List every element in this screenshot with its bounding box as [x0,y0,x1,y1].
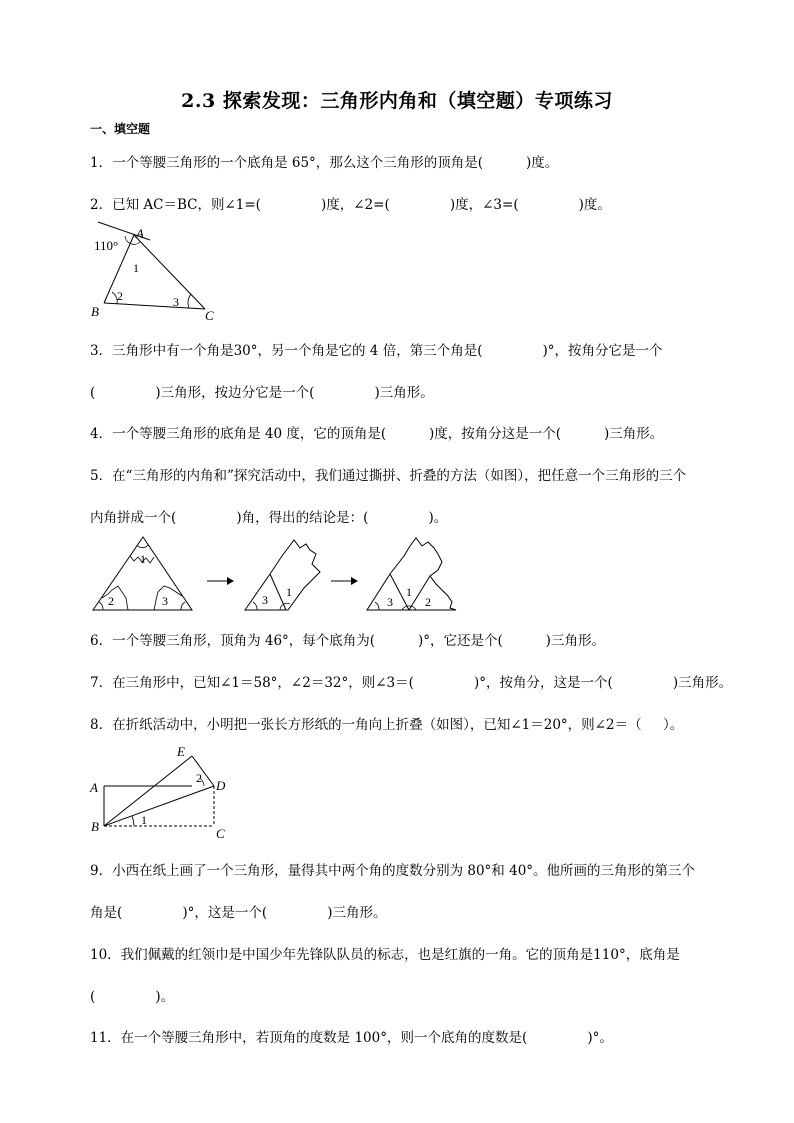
label-A: A [136,226,144,241]
fig5c-label-1: 1 [406,585,412,599]
fig5c-label-2: 2 [425,595,431,609]
fig8-label-C: C [216,826,225,841]
fig5a-label-3: 3 [162,594,168,608]
fig5b-label-3: 3 [262,593,268,607]
label-B: B [91,304,99,319]
q2-triangle-figure [88,222,228,326]
label-3: 3 [173,295,179,309]
fig8-label-2: 2 [196,771,202,785]
q8-folded-paper-figure [88,742,238,842]
question-1: 1．一个等腰三角形的一个底角是 65°，那么这个三角形的顶角是( )度。 [90,155,559,171]
fig8-label-A: A [90,780,98,795]
angle-label-110: 110° [94,238,119,253]
fig5b-label-1: 1 [286,585,292,599]
section-heading: 一、填空题 [90,122,151,136]
label-2: 2 [117,289,123,303]
question-9b: 角是( )°，这是一个( )三角形。 [90,905,387,921]
question-5b: 内角拼成一个( )角，得出的结论是：( )。 [90,510,448,526]
question-6: 6．一个等腰三角形，顶角为 46°，每个底角为( )°，它还是个( )三角形。 [90,633,605,649]
fig8-label-1: 1 [141,813,147,827]
question-3b: ( )三角形，按边分它是一个( )三角形。 [90,385,434,401]
question-10a: 10．我们佩戴的红领巾是中国少年先锋队队员的标志，也是红旗的一角。它的顶角是110°，底角是 [90,947,680,963]
fig5a-label-1: 1 [140,552,146,566]
fig8-label-D: D [216,778,226,793]
question-10b: ( )。 [90,989,175,1005]
question-5a: 5．在“三角形的内角和”探究活动中，我们通过撕拼、折叠的方法（如图），把任意一个三角形的三个 [90,468,687,484]
question-11: 11．在一个等腰三角形中，若顶角的度数是 100°，则一个底角的度数是( )°。 [90,1030,613,1046]
fig8-label-B: B [91,819,99,834]
question-7: 7．在三角形中，已知∠1＝58°，∠2＝32°，则∠3＝( )°，按角分，这是一个( )三角形。 [90,675,733,691]
label-C: C [205,308,214,323]
page-title: 2.3 探索发现：三角形内角和（填空题）专项练习 [181,90,613,112]
question-8: 8．在折纸活动中，小明把一张长方形纸的一角向上折叠（如图），已知∠1＝20°，则∠2＝（ ）。 [90,717,684,733]
label-1: 1 [133,261,139,275]
question-3a: 3．三角形中有一个角是30°，另一个角是它的 4 倍，第三个角是( )°，按角分它是一个 [90,343,663,359]
question-4: 4．一个等腰三角形的底角是 40 度，它的顶角是( )度，按角分这是一个( )三角形。 [90,426,664,442]
q5-angle-tearing-figure [90,534,470,614]
question-2: 2．已知 AC＝BC，则∠1=( )度，∠2=( )度，∠3=( )度。 [90,197,611,213]
question-9a: 9．小西在纸上画了一个三角形，量得其中两个角的度数分别为 80°和 40°。他所画的三角形的第三个 [90,863,696,879]
fig5a-label-2: 2 [108,594,114,608]
fig8-label-E: E [177,744,185,759]
fig5c-label-3: 3 [387,595,393,609]
